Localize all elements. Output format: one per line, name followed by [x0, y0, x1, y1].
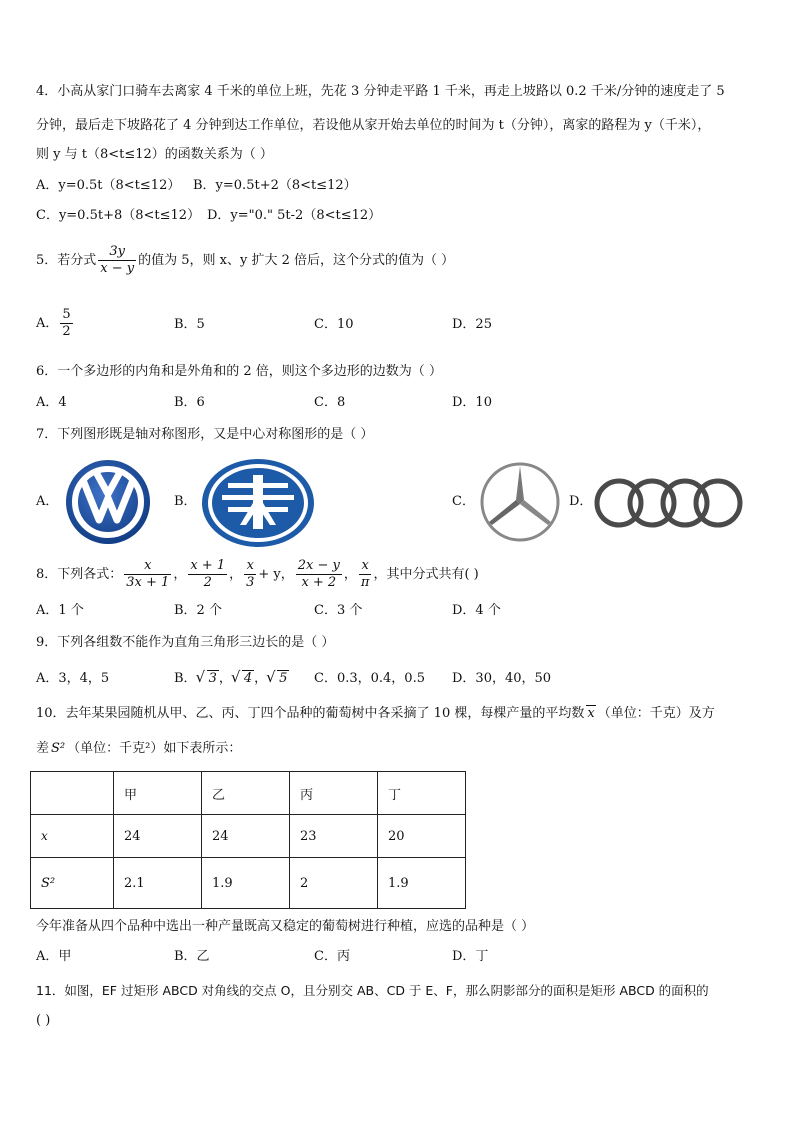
table-header-cell: 丙 — [290, 772, 378, 815]
q9-option-b: B．√ 3 ，√ 4 ，√ 5 — [174, 670, 289, 688]
q5-stem — [36, 243, 454, 279]
q5-option-a-num: 5 — [62, 307, 71, 322]
table-cell: 20 — [378, 815, 466, 858]
sqrt-3: √ 3 — [197, 670, 219, 688]
q5-option-c: C．10 — [314, 317, 354, 332]
q9-option-c: C．0.3，0.4，0.5 — [314, 671, 425, 686]
table-cell: S² — [31, 858, 114, 909]
q10-option-a: A．甲 — [36, 949, 72, 964]
table-cell: 2.1 — [114, 858, 202, 909]
q9-option-d: D．30，40，50 — [452, 671, 552, 686]
q8-stem — [36, 557, 479, 593]
q7-option-c: C． — [452, 494, 475, 509]
q8-suffix: ，其中分式共有( ) — [373, 567, 479, 582]
sqrt-5: √ 5 — [267, 670, 289, 688]
q4-line3: 则 y 与 t（8<t≤12）的函数关系为（ ） — [36, 147, 273, 162]
q8-f4-num: 2x − y — [297, 558, 340, 573]
table-row — [31, 858, 466, 909]
q8-f1-den: 3x + 1 — [126, 575, 170, 590]
table-cell: x — [31, 815, 114, 858]
q8-f1-num: x — [124, 558, 171, 575]
q5-option-a-den: 2 — [62, 324, 71, 339]
table-cell: 2 — [290, 858, 378, 909]
q5-option-a-fraction — [60, 307, 72, 340]
q7-option-a: A． — [36, 494, 59, 509]
table-header-cell: 乙 — [202, 772, 290, 815]
q7-stem: 7．下列图形既是轴对称图形，又是中心对称图形的是（ ） — [36, 427, 374, 442]
q5-option-a-label: A． — [36, 316, 59, 331]
q11-line1: 11．如图，EF 过矩形 ABCD 对角线的交点 O，且分别交 AB、CD 于 E、F，那么阴影部分的面积是矩形 ABCD 的面积的 — [36, 983, 709, 998]
q6-option-c: C．8 — [314, 395, 346, 410]
q8-option-c: C．3 个 — [314, 603, 363, 618]
q8-f3-num: x — [244, 558, 256, 575]
table-header-cell: 甲 — [114, 772, 202, 815]
q5-option-b: B．5 — [174, 317, 205, 332]
volkswagen-logo-icon — [63, 458, 153, 546]
table-cell: 1.9 — [202, 858, 290, 909]
q5-prefix: 5．若分式 — [36, 253, 97, 268]
q6-stem: 6．一个多边形的内角和是外角和的 2 倍，则这个多边形的边数为（ ） — [36, 364, 442, 379]
table-cell: 1.9 — [378, 858, 466, 909]
q10-mean-symbol: x — [587, 706, 595, 721]
q10-line2: 差 S² （单位：千克²）如下表所示： — [36, 741, 242, 756]
q8-f2-den: 2 — [203, 575, 212, 590]
table-header-row — [31, 772, 466, 815]
q4-option-d: D．y="0." 5t-2（8<t≤12） — [207, 208, 382, 223]
q5-option-d: D．25 — [452, 317, 492, 332]
q4-line1: 4．小高从家门口骑车去离家 4 千米的单位上班，先花 3 分钟走平路 1 千米，再走上坡路以 0.2 千米/分钟的速度走了 5 — [36, 84, 725, 99]
q8-fraction-5 — [359, 558, 372, 591]
table-row — [31, 815, 466, 858]
q8-fraction-3 — [244, 558, 256, 591]
q11-line2: ( ) — [36, 1013, 51, 1028]
q7-option-b: B． — [174, 494, 197, 509]
q10-after-table: 今年准备从四个品种中选出一种产量既高又稳定的葡萄树进行种植，应选的品种是（ ） — [36, 919, 535, 934]
q8-sep2: ， — [229, 567, 243, 582]
sqrt-4: √ 4 — [232, 670, 254, 688]
q8-f5-num: x — [359, 558, 372, 575]
q6-option-b: B．6 — [174, 395, 205, 410]
q8-option-b: B．2 个 — [174, 603, 222, 618]
mercedes-logo-icon — [478, 460, 562, 544]
q10-option-c: C．丙 — [314, 949, 350, 964]
q8-fraction-4 — [296, 558, 342, 591]
q4-line2: 分钟，最后走下坡路花了 4 分钟到达工作单位，若设他从家开始去单位的时间为 t（分钟），离家的路程为 y（千米）， — [36, 118, 711, 133]
faw-logo-icon — [200, 457, 316, 549]
q5-fraction — [98, 244, 136, 277]
q4-option-b: B．y=0.5t+2（8<t≤12） — [193, 178, 357, 193]
q6-option-a: A．4 — [36, 395, 67, 410]
q8-fraction-2 — [188, 558, 227, 591]
q8-option-a: A．1 个 — [36, 603, 84, 618]
q9-option-b-label: B． — [174, 671, 197, 686]
q8-prefix: 8．下列各式： — [36, 567, 123, 582]
q8-f3-tail: + y， — [258, 567, 294, 582]
table-header-cell — [31, 772, 114, 815]
q8-f5-den: π — [360, 575, 370, 590]
q10-line1: 10．去年某果园随机从甲、乙、丙、丁四个品种的葡萄树中各采摘了 10 棵，每棵产量的平均数 x （单位：千克）及方 — [36, 706, 715, 721]
q10-option-b: B．乙 — [174, 949, 210, 964]
q8-f3-den: 3 — [246, 575, 255, 590]
q7-option-d: D． — [569, 494, 593, 509]
q8-option-d: D．4 个 — [452, 603, 501, 618]
q9-option-a: A．3，4，5 — [36, 671, 110, 686]
q6-option-d: D．10 — [452, 395, 492, 410]
table-header-cell: 丁 — [378, 772, 466, 815]
q9-stem: 9．下列各组数不能作为直角三角形三边长的是（ ） — [36, 635, 335, 650]
table-cell: 24 — [202, 815, 290, 858]
q8-f2-num: x + 1 — [190, 558, 226, 573]
q5-suffix: 的值为 5，则 x、y 扩大 2 倍后，这个分式的值为（ ） — [138, 253, 455, 268]
q5-option-a — [36, 306, 75, 342]
q10-option-d: D．丁 — [452, 949, 489, 964]
q5-fraction-den: x − y — [100, 261, 135, 276]
audi-logo-icon — [592, 476, 746, 530]
q8-f4-den: x + 2 — [301, 575, 337, 590]
table-cell: 24 — [114, 815, 202, 858]
q8-fraction-1 — [124, 558, 171, 591]
q4-option-a: A．y=0.5t（8<t≤12） — [36, 178, 181, 193]
q10-data-table — [30, 771, 466, 909]
q4-option-c: C．y=0.5t+8（8<t≤12） — [36, 208, 201, 223]
q8-sep1: ， — [173, 567, 187, 582]
table-cell: 23 — [290, 815, 378, 858]
q10-variance-symbol: S² — [51, 741, 66, 756]
q8-sep4: ， — [343, 567, 357, 582]
q5-fraction-num: 3y — [98, 244, 136, 261]
